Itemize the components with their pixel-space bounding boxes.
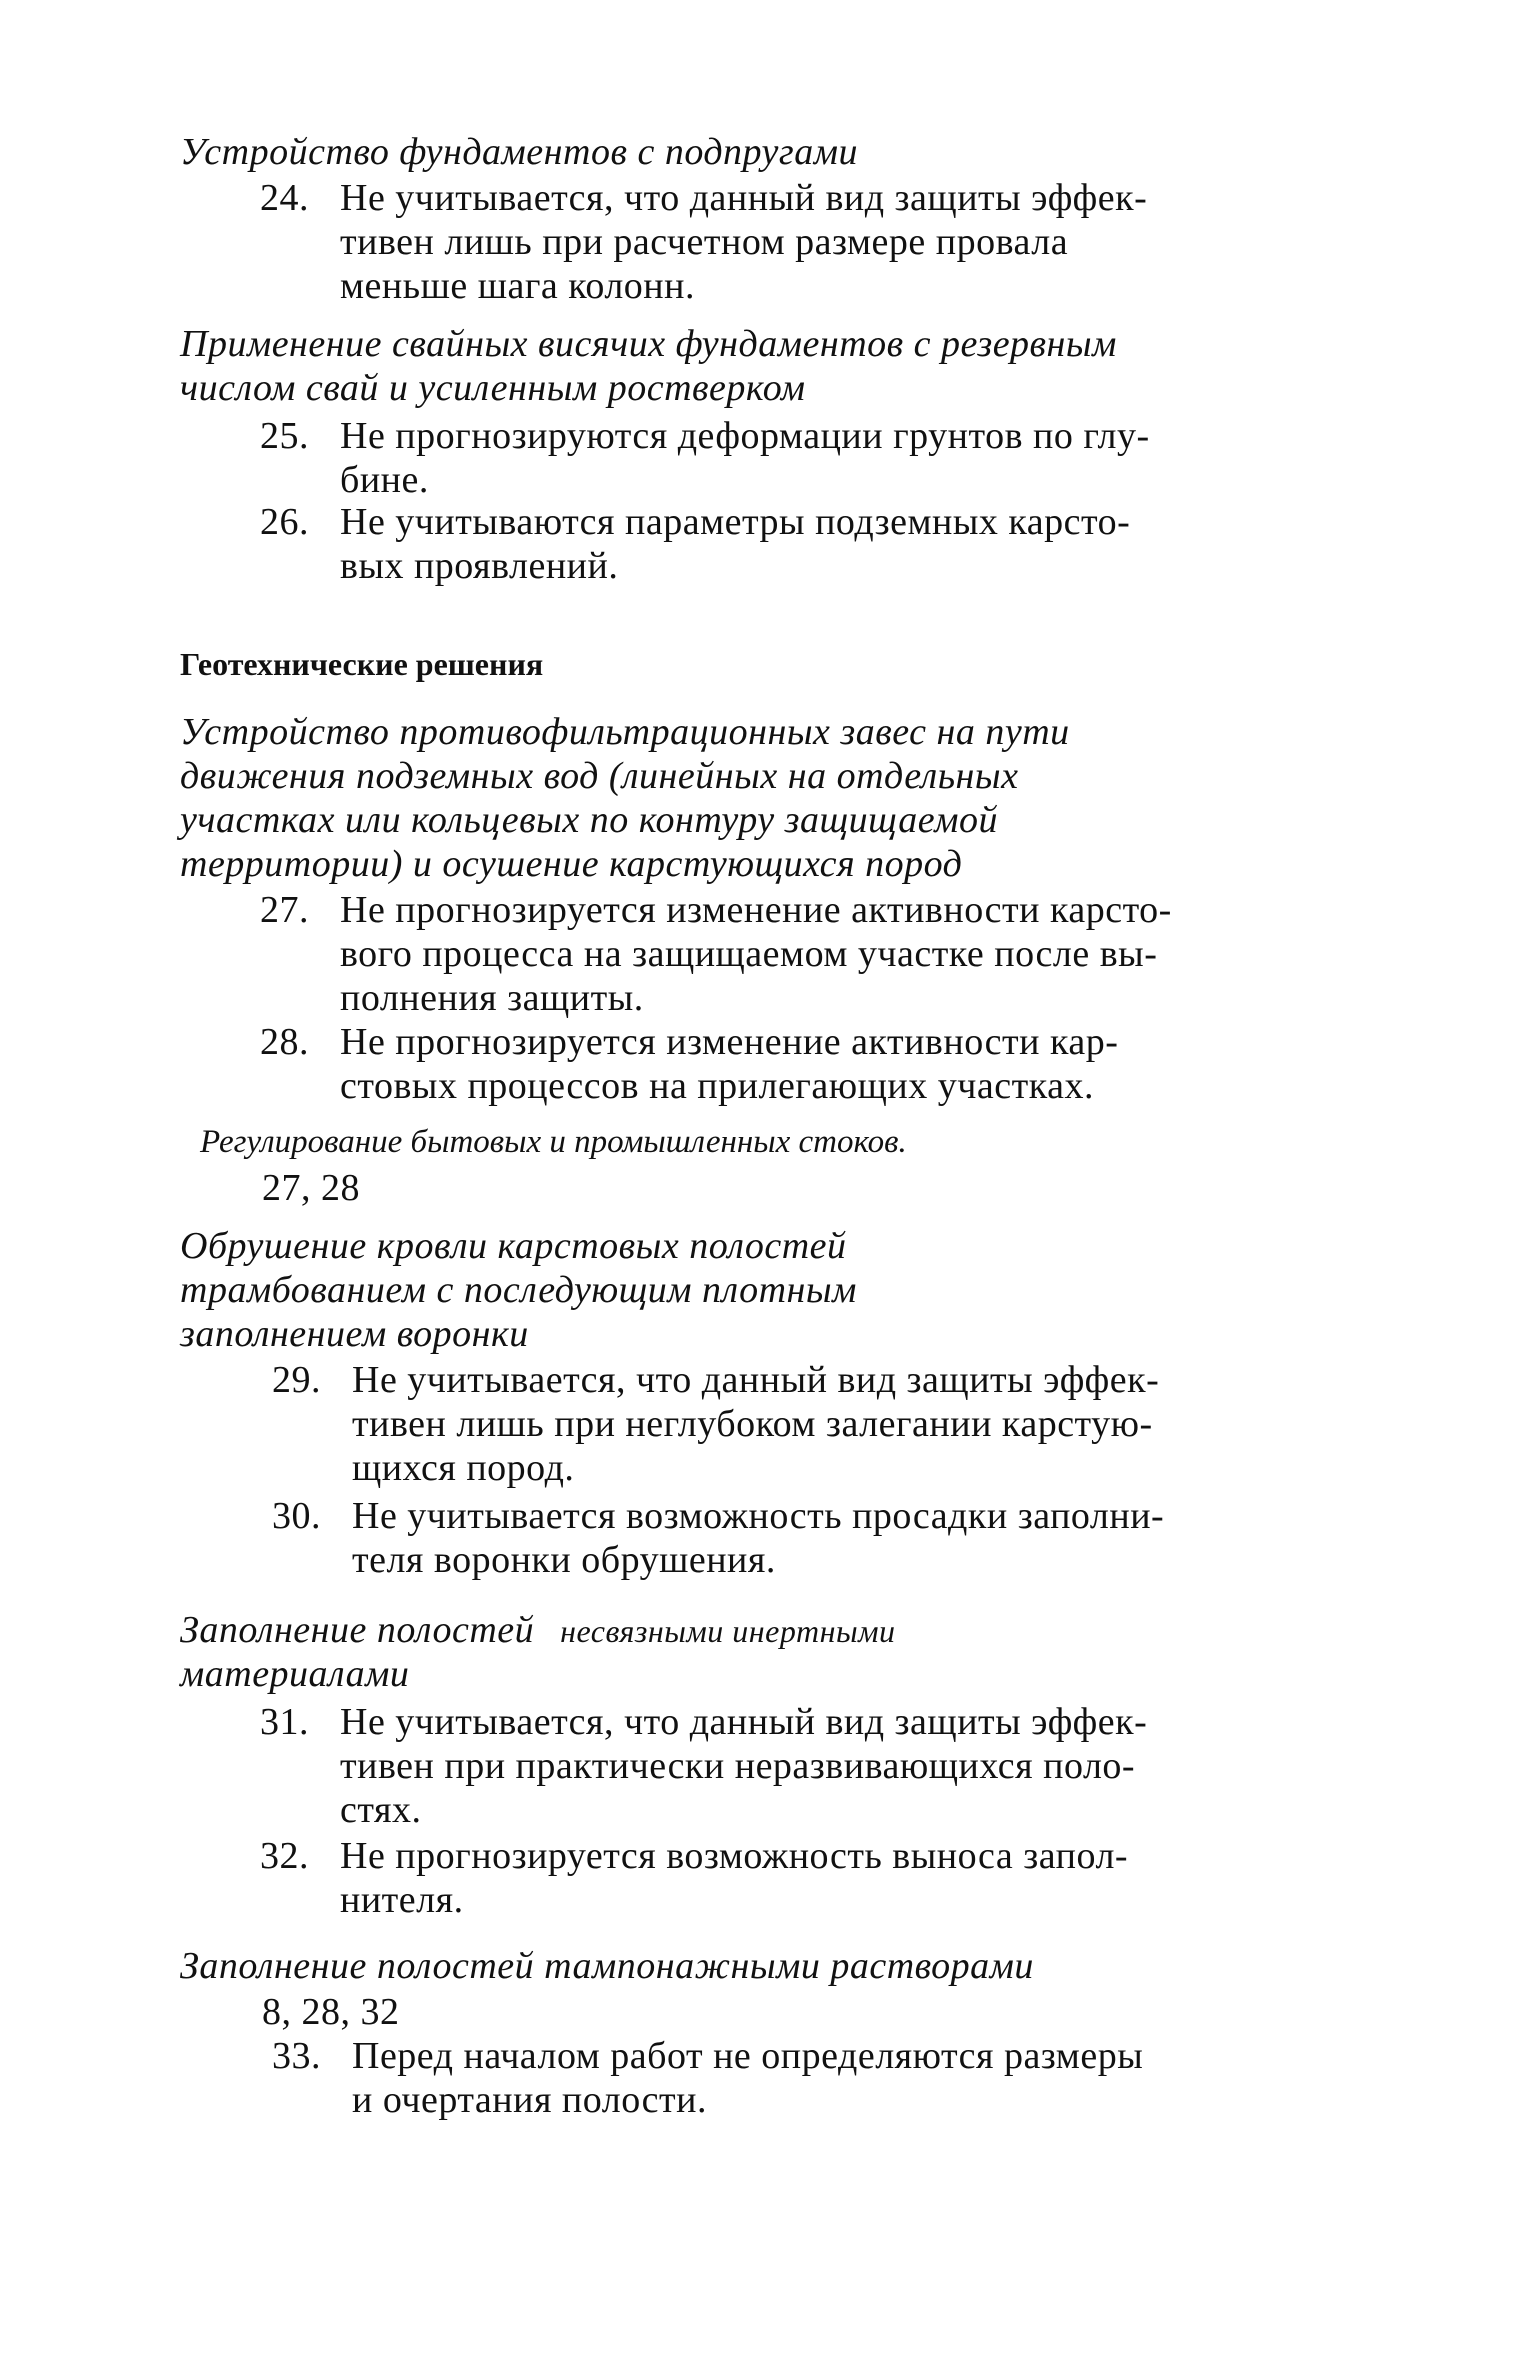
item-number: 26. — [260, 501, 309, 543]
geo-heading-line-4: территории) и осушение карстующихся пород — [180, 843, 963, 885]
item-29-line-3: щихся пород. — [352, 1447, 575, 1489]
item-number: 31. — [260, 1701, 309, 1743]
item-line: Перед началом работ не определяются размеры — [352, 2035, 1144, 2077]
item-number: 33. — [272, 2035, 321, 2077]
item-number: 28. — [260, 1021, 309, 1063]
collapse-heading-line-3: заполнением воронки — [180, 1313, 529, 1355]
section-heading-subprugi: Устройство фундаментов с подпругами — [180, 131, 858, 173]
item-line: Не учитывается, что данный вид защиты эффек- — [352, 1359, 1160, 1401]
item-26-line-2: вых проявлений. — [340, 545, 619, 587]
collapse-heading-line-1: Обрушение кровли карстовых полостей — [180, 1225, 847, 1267]
section-heading-piles-line-2: числом свай и усиленным ростверком — [180, 367, 806, 409]
fill-heading-line-2: материалами — [180, 1653, 410, 1695]
item-29-line-2: тивен лишь при неглубоком залегании карстую- — [352, 1403, 1153, 1445]
item-line: Не прогнозируются деформации грунтов по глу- — [340, 415, 1150, 457]
item-31-line-3: стях. — [340, 1789, 422, 1831]
item-32-line-2: нителя. — [340, 1879, 464, 1921]
section-title-geotechnical: Геотехнические решения — [180, 646, 544, 682]
item-number: 30. — [272, 1495, 321, 1537]
list-item-24 — [260, 176, 1340, 220]
list-item-31 — [260, 1700, 1340, 1744]
list-item-26 — [260, 500, 1340, 544]
list-item-32 — [260, 1834, 1340, 1878]
geo-heading-line-1: Устройство противофильтрационных завес на пути — [180, 711, 1070, 753]
list-item-29 — [272, 1358, 1352, 1402]
item-number: 24. — [260, 177, 309, 219]
item-24-line-3: меньше шага колонн. — [340, 265, 695, 307]
grout-heading: Заполнение полостей тампонажными растворами — [180, 1945, 1034, 1987]
item-30-line-2: теля воронки обрушения. — [352, 1539, 776, 1581]
item-line: Не учитываются параметры подземных карсто- — [340, 501, 1131, 543]
item-27-line-3: полнения защиты. — [340, 977, 644, 1019]
item-line: Не учитывается, что данный вид защиты эффек- — [340, 177, 1148, 219]
item-33-line-2: и очертания полости. — [352, 2079, 707, 2121]
list-item-28 — [260, 1020, 1340, 1064]
item-line: Не учитывается, что данный вид защиты эффек- — [340, 1701, 1148, 1743]
section-heading-piles-line-1: Применение свайных висячих фундаментов с резервным — [180, 323, 1117, 365]
item-number: 27. — [260, 889, 309, 931]
item-number: 29. — [272, 1359, 321, 1401]
geo-heading-line-2: движения подземных вод (линейных на отдельных — [180, 755, 1019, 797]
list-item-30 — [272, 1494, 1352, 1538]
fill-heading-line-1 — [180, 1608, 1360, 1653]
item-line: Не учитывается возможность просадки заполни- — [352, 1495, 1165, 1537]
geo-heading-line-3: участках или кольцевых по контуру защищаемой — [180, 799, 998, 841]
list-item-27 — [260, 888, 1340, 932]
item-28-line-2: стовых процессов на прилегающих участках. — [340, 1065, 1094, 1107]
collapse-heading-line-2: трамбованием с последующим плотным — [180, 1269, 857, 1311]
item-number: 25. — [260, 415, 309, 457]
item-25-line-2: бине. — [340, 459, 429, 501]
fill-heading-a: Заполнение полостей — [180, 1609, 535, 1651]
item-number: 32. — [260, 1835, 309, 1877]
regulation-refs: 27, 28 — [262, 1167, 360, 1209]
item-27-line-2: вого процесса на защищаемом участке после вы- — [340, 933, 1158, 975]
list-item-25 — [260, 414, 1340, 458]
regulation-heading: Регулирование бытовых и промышленных стоков. — [200, 1124, 907, 1160]
item-line: Не прогнозируется изменение активности карсто- — [340, 889, 1172, 931]
item-line: Не прогнозируется возможность выноса запол- — [340, 1835, 1129, 1877]
fill-heading-b: несвязными инертными — [560, 1613, 896, 1649]
item-line: Не прогнозируется изменение активности кар- — [340, 1021, 1119, 1063]
list-item-33 — [272, 2034, 1352, 2078]
item-31-line-2: тивен при практически неразвивающихся поло- — [340, 1745, 1136, 1787]
grout-refs: 8, 28, 32 — [262, 1991, 400, 2033]
item-24-line-2: тивен лишь при расчетном размере провала — [340, 221, 1069, 263]
